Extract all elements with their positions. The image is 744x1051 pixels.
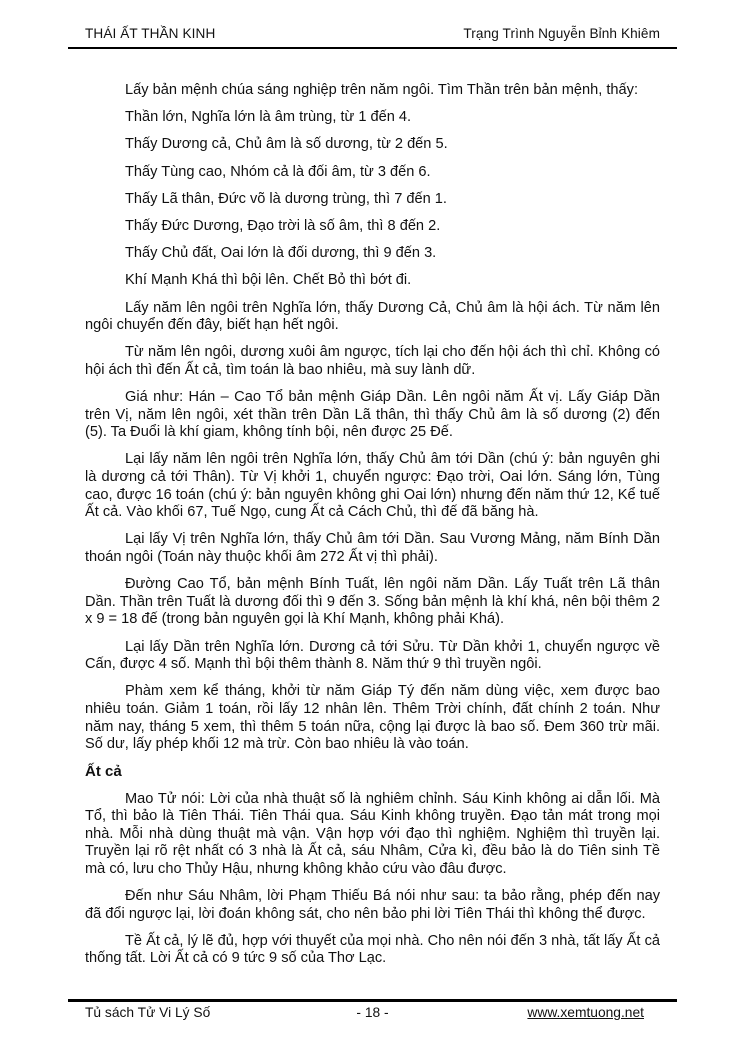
- footer-website-link[interactable]: www.xemtuong.net: [527, 1005, 644, 1020]
- list-line: Thấy Tùng cao, Nhóm cả là đối âm, từ 3 đến 6.: [125, 163, 431, 180]
- list-line: Khí Mạnh Khá thì bội lên. Chết Bỏ thì bớt đi.: [125, 272, 412, 289]
- paragraph: Mao Tử nói: Lời của nhà thuật số là nghiêm chỉnh. Sáu Kinh không ai dẫn lối. Mà Tổ, thì bảo là Tiên Thái. Tiên Thái qua. Sáu Kinh không truyền. Đạo tản mát trong mọi nhà. Mỗi nhà dùng thuật mà vận. Vận hợp với đạo thì nghiệm. Nghiệm thì truyền lại. Truyền lại rõ rệt nhất có 3 nhà là Ất cả, sáu Nhâm, Cửa kì, đều bảo là do Tiên sinh Tề mà có, lưu cho Thủy Hậu, nhưng không khảo cứu vào đâu được.: [85, 790, 660, 877]
- header-book-title: THÁI ẤT THẦN KINH: [85, 26, 216, 41]
- footer-series-title: Tủ sách Tử Vi Lý Số: [85, 1005, 211, 1020]
- paragraph: Phàm xem kể tháng, khởi từ năm Giáp Tý đến năm dùng việc, xem được bao nhiêu toán. Giảm 1 toán, rồi lấy 12 nhân lên. Thêm Trời chính, đất chính 2 toán. Như năm nay, tháng 5 xem, thì thêm 5 toán nữa, cộng lại được là bao số. Đem 360 trừ mãi. Số dư, lấy phép khối 12 mà trừ. Còn bao nhiêu là vào toán.: [85, 683, 660, 753]
- list-line: Thấy Đức Dương, Đạo trời là số âm, thì 8 đến 2.: [125, 217, 441, 234]
- list-line: Thần lớn, Nghĩa lớn là âm trùng, từ 1 đến 4.: [125, 109, 412, 126]
- header-divider: [68, 47, 677, 49]
- header-author: Trạng Trình Nguyễn Bỉnh Khiêm: [463, 26, 660, 41]
- paragraph: Lại lấy Dần trên Nghĩa lớn. Dương cả tới Sửu. Từ Dần khởi 1, chuyển ngược về Cấn, được 4 số. Mạnh thì bội thêm thành 8. Năm thứ 9 thì truyền ngôi.: [85, 638, 660, 673]
- paragraph: Lại lấy Vị trên Nghĩa lớn, thấy Chủ âm tới Dần. Sau Vương Mảng, năm Bính Dần thoán ngôi (Toán này thuộc khối âm 272 Ất vị thì phải).: [85, 531, 660, 565]
- paragraph: Đường Cao Tổ, bản mệnh Bính Tuất, lên ngôi năm Dần. Lấy Tuất trên Lã thân Dần. Thần trên Tuất là dương đối thì 9 đến 3. Sống bản mệnh là khí khá, nên bội thêm 2 x 9 = 18 đế (trong bản nguyên gọi là Khí Mạnh, không phải Khá).: [85, 576, 660, 628]
- list-line: Thấy Chủ đất, Oai lớn là đối dương, thì 9 đến 3.: [125, 245, 437, 262]
- page-number: - 18 -: [356, 1005, 389, 1020]
- list-line: Thấy Dương cả, Chủ âm là số dương, từ 2 đến 5.: [125, 136, 448, 153]
- paragraph: Đến như Sáu Nhâm, lời Phạm Thiếu Bá nói như sau: ta bảo rằng, phép đến nay đã đổi ngược lại, lời đoán không sát, cho nên bảo phi lời Tiên Thái thì không thể được.: [85, 888, 660, 922]
- paragraph: Lấy bản mệnh chúa sáng nghiệp trên năm ngôi. Tìm Thần trên bản mệnh, thấy:: [125, 82, 639, 98]
- paragraph: Tề Ất cả, lý lẽ đủ, hợp với thuyết của mọi nhà. Cho nên nói đến 3 nhà, tất lấy Ất cả thống tất. Lời Ất cả có 9 tức 9 số của Thơ Lạc.: [85, 932, 660, 967]
- body-text: [85, 82, 660, 978]
- paragraph: Lại lấy năm lên ngôi trên Nghĩa lớn, thấy Chủ âm tới Dần (chú ý: bản nguyên ghi là dương cả tới Thân). Từ Vị khởi 1, chuyển ngược: Đạo trời, Oai lớn. Sáng lớn, Tùng cao, được 16 toán (chú ý: bản nguyên không ghi Oai lớn) nhưng đến năm thứ 12, Kể tuế Ất cả. Vào khối 67, Tuế Ngọ, cung Ất cả Cách Chủ, thì đế đã băng hà.: [85, 451, 660, 521]
- paragraph: Lấy năm lên ngôi trên Nghĩa lớn, thấy Dương Cả, Chủ âm là hội ách. Từ năm lên ngôi chuyển đến đây, biết hạn hết ngôi.: [85, 299, 660, 334]
- page-header: [85, 26, 660, 41]
- paragraph: Từ năm lên ngôi, dương xuôi âm ngược, tích lại cho đến hội ách thì chỉ. Không có hội ách thì đến Ất cả, tìm toán là bao nhiêu, mà suy lành dữ.: [85, 344, 660, 378]
- list-line: Thấy Lã thân, Đức võ là dương trùng, thì 7 đến 1.: [125, 190, 447, 207]
- footer-divider: [68, 999, 677, 1002]
- section-heading: Ất cả: [85, 763, 122, 781]
- paragraph: Giá như: Hán – Cao Tổ bản mệnh Giáp Dần. Lên ngôi năm Ất vị. Lấy Giáp Dần trên Vị, năm lên ngôi, xét thần trên Dần Lã thân, thì thấy Chủ âm là số dương (2) đến (5). Ta Đuổi là khí giam, không tính bội, nên được 25 Đế.: [85, 389, 660, 441]
